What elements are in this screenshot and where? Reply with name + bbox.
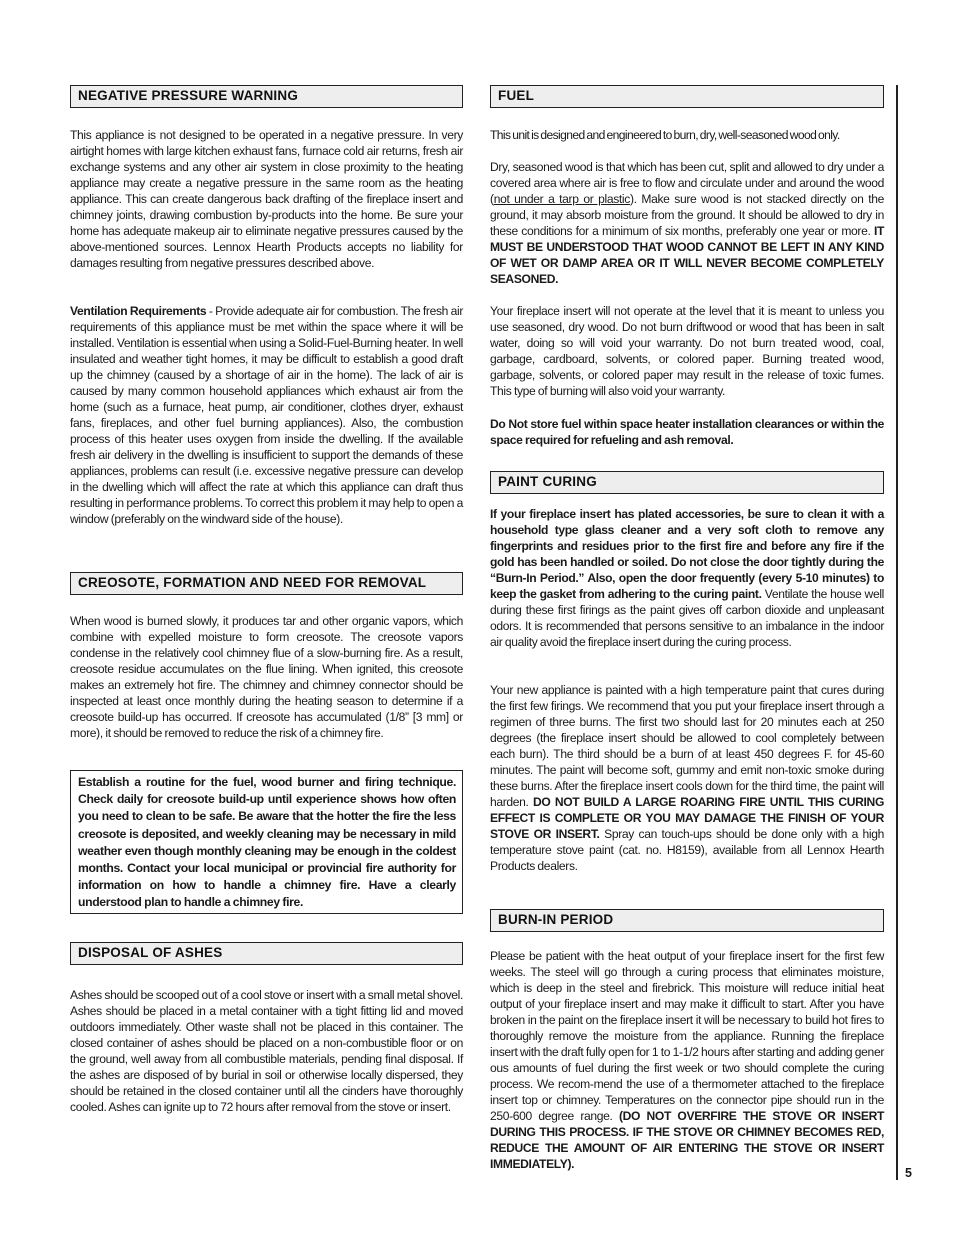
fuel-warning-bold: IT MUST BE UNDERSTOOD THAT WOOD CANNOT BE LEFT IN ANY KIND OF WET OR DAMP AREA OR IT WILL NEVER BECOME COMPLETELY SEASONED. (490, 224, 884, 286)
paint-curing-bold: If your fireplace insert has plated accessories, be sure to clean it with a household type glass cleaner and a very soft cloth to remove any fingerprints and residues prior to the first fire and before any fire if the gold has been handled or soiled. Do not close the door tightly during the “Burn-In Period.” Also, open the door frequently (every 5-10 minutes) to keep the gasket from adhering to the curing paint. (490, 507, 884, 601)
ventilation-text: - Provide adequate air for combustion. The fresh air requirements of this appliance must be met within the space where it will be installed. Ventilation is essential when using a Solid-Fuel-Burning heater. In well insulated and weather tight homes, it may be difficult to establish a good draft up the chimney (caused by a shortage of air in the home). The lack of air is caused by many common household appliances which exhaust air from the home (such as a furnace, heat pump, air conditioner, clothes dryer, exhaust fans, fireplaces, and other fuel burning appliances). Also, the combustion process of this heater uses oxygen from inside the dwelling. If the available fresh air delivery in the dwelling is insufficient to support the demands of these appliances, problems can result (i.e. excessive negative pressure can develop in the dwelling which will affect the rate at which this appliance can draft thus resulting in performance problems. To correct this problem it may help to open a window (preferably on the windward side of the house). (70, 304, 463, 526)
fuel-seasoned-text: Dry, seasoned wood is that which has been cut, split and allowed to dry under a covered area where air is free to flow and circulate under and around the wood ( (490, 160, 884, 206)
paint-regimen-text-2: Spray can touch-ups should be done only with a high temperature stove paint (cat. no. H8159), available from all Lennox Hearth Products dealers. (490, 827, 884, 873)
fuel-seasoned-paragraph (490, 159, 884, 287)
section-heading-paint-curing: PAINT CURING (490, 471, 884, 494)
creosote-warning-box: Establish a routine for the fuel, wood burner and firing technique. Check daily for creosote build-up until experience shows how often you need to clean to be safe. Be aware that the hotter the fire the less creosote is deposited, and weekly cleaning may be necessary in mild weather even though monthly cleaning may be enough in the coldest months. Contact your local municipal or provincial fire authority for information on how to handle a chimney fire. Have a clearly understood plan to handle a chimney fire. (70, 770, 463, 914)
ashes-paragraph: Ashes should be scooped out of a cool stove or insert with a small metal shovel. Ashes should be placed in a metal container with a tight fitting lid and moved outdoors immediately. Other waste shall not be placed in this container. The closed container of ashes should be placed on a non-combustible floor or on the ground, well away from all combustible materials, pending final disposal. If the ashes are disposed of by burial in soil or otherwise locally dispersed, they should be retained in the closed container until all the cinders have thoroughly cooled. Ashes can ignite up to 72 hours after removal from the stove or insert. (70, 988, 463, 1114)
paint-regimen-paragraph (490, 682, 884, 874)
negative-pressure-paragraph: This appliance is not designed to be operated in a negative pressure. In very airtight homes with large kitchen exhaust fans, furnace cold air returns, fresh air exchange systems and any other air system in close proximity to the heating appliance may create a negative pressure in the same room as the heating appliance. This can create dangerous back drafting of the fireplace insert and chimney joints, drawing combustion by-products into the home. Be sure your home has adequate makeup air to eliminate negative pressures caused by the above-mentioned sources. Lennox Hearth Products accepts no liability for damages resulting from negative pressures described above. (70, 128, 463, 270)
ventilation-label: Ventilation Requirements (70, 304, 207, 318)
paint-curing-paragraph (490, 506, 884, 650)
creosote-paragraph: When wood is burned slowly, it produces tar and other organic vapors, which combine with expelled moisture to form creosote. The creosote vapors condense in the relatively cool chimney flue of a slow-burning fire. As a result, creosote residue accumulates on the flue lining. When ignited, this creosote makes an extremely hot fire. The chimney and chimney connector should be inspected at least once monthly during the heating season to determine if a creosote build-up has occurred. If creosote has accumulated (1/8” [3 mm] or more), it should be removed to reduce the risk of a chimney fire. (70, 614, 463, 740)
page-edge-rule (896, 85, 898, 1180)
paint-regimen-bold: DO NOT BUILD A LARGE ROARING FIRE UNTIL THIS CURING EFFECT IS COMPLETE OR YOU MAY DAMAGE THE FINISH OF YOUR STOVE OR INSERT. (490, 795, 885, 841)
fuel-seasoned-text-2: ). Make sure wood is not stacked directly on the ground, it may absorb moisture from the ground. It should be allowed to dry in these conditions for a minimum of six months, preferably one year or more. (490, 192, 884, 238)
ventilation-paragraph (70, 303, 463, 527)
section-heading-ashes: DISPOSAL OF ASHES (70, 942, 463, 965)
burn-in-bold: (DO NOT OVERFIRE THE STOVE OR INSERT DURING THIS PROCESS. IF THE STOVE OR CHIMNEY BECOMES RED, REDUCE THE AMOUNT OF AIR ENTERING THE STOVE OR INSERT IMMEDIATELY). (490, 1109, 884, 1171)
paint-curing-text: Ventilate the house well during these first firings as the paint gives off carbon dioxide and unpleasant odors. It is recommended that persons sensitive to an imbalance in the indoor air quality avoid the fireplace insert during the curing process. (490, 587, 884, 649)
page-number: 5 (905, 1166, 912, 1180)
fuel-operation-paragraph: Your fireplace insert will not operate at the level that it is meant to unless you use seasoned, dry wood. Do not burn driftwood or wood that has been in salt water, doing so will void your warranty. Do not burn treated wood, coal, garbage, cardboard, solvents, or colored paper. Burning treated wood, garbage, solvents, or colored paper may result in the release of toxic fumes. This type of burning will also void your warranty. (490, 304, 884, 398)
section-heading-creosote: CREOSOTE, FORMATION AND NEED FOR REMOVAL (70, 572, 463, 595)
fuel-intro: This unit is designed and engineered to burn, dry, well-seasoned wood only. (490, 128, 840, 142)
section-heading-negative-pressure: NEGATIVE PRESSURE WARNING (70, 85, 463, 108)
section-heading-burn-in: BURN-IN PERIOD (490, 909, 884, 932)
fuel-storage-note: Do Not store fuel within space heater installation clearances or within the space required for refueling and ash removal. (490, 417, 884, 447)
burn-in-text: Please be patient with the heat output of your fireplace insert for the first few weeks. The steel will go through a curing process that eliminates moisture, which is deep in the steel and firebrick. This moisture will reduce initial heat output of your fireplace insert and may make it difficult to start. After you have broken in the paint on the fireplace insert it will be necessary to build hot fires to thoroughly remove the moisture from the appliance. Running the fireplace insert with the draft fully open for 1 to 1-1/2 hours after starting and adding gener ous amounts of fuel during the first week or two should complete the curing process. We recom-mend the use of a thermometer attached to the fireplace insert top or chimney. Temperatures on the connector pipe should run in the 250-600 degree range. (490, 949, 884, 1123)
fuel-underlined-text: not under a tarp or plastic (493, 192, 630, 206)
burn-in-paragraph (490, 948, 884, 1172)
paint-regimen-text: Your new appliance is painted with a high temperature paint that cures during the first few firings. We recommend that you put your fireplace insert through a regimen of three burns. The first two should last for 20 minutes each at 250 degrees (the fireplace insert should be allowed to cool completely between each burn). The third should be a burn of at least 450 degrees F. for 45-60 minutes. The paint will become soft, gummy and emit non-toxic smoke during these burns. After the fireplace insert cools down for the third time, the paint will harden. (490, 683, 884, 809)
section-heading-fuel: FUEL (490, 85, 884, 108)
